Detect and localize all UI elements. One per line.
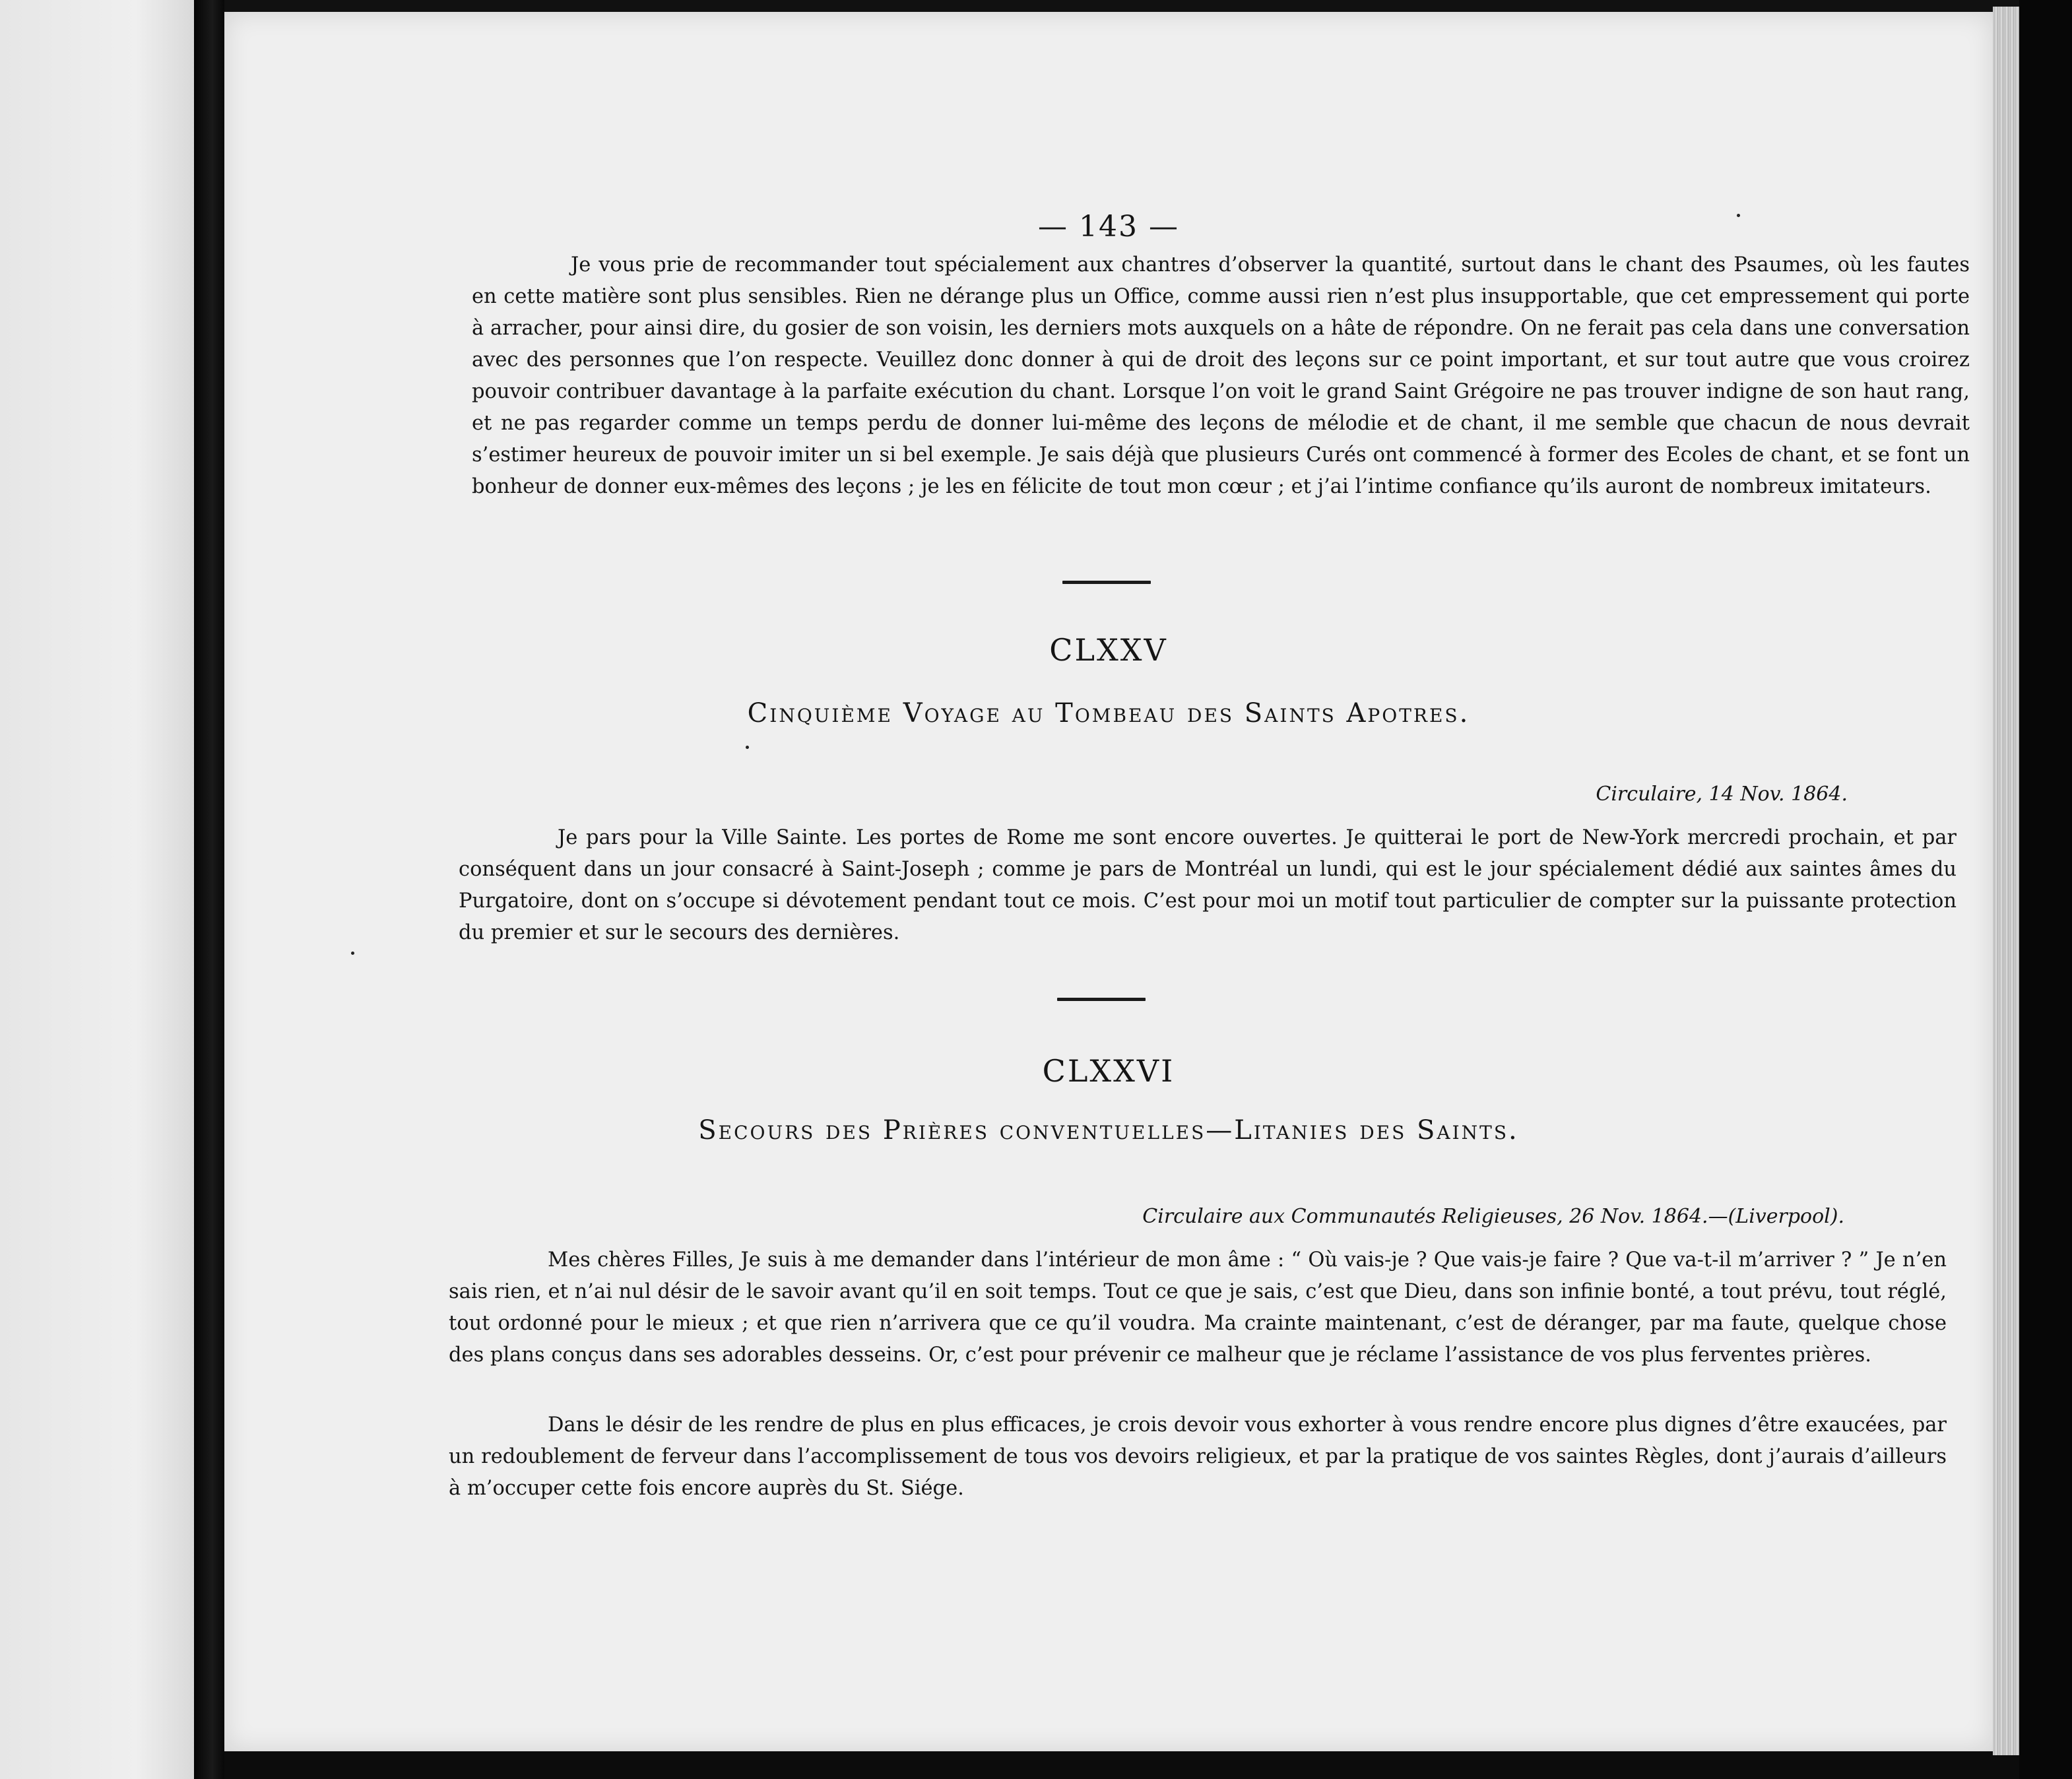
section-divider <box>1057 998 1146 1001</box>
page-number: — 143 — <box>1038 210 1179 243</box>
section-paragraph: Mes chères Filles, Je suis à me demander dans l’intérieur de mon âme : “ Où vais-je ? Que vais-je faire ? Que va-t-il m’arriver ? ” Je n’en sais rien, et n’ai nul désir de le savoir avant qu’il en soit temps. Tout ce que je sais, c’est que Dieu, dans son infinie bonté, a tout prévu, tout réglé, tout ordonné pour le mieux ; et que rien n’arrivera que ce qu’il voudra. Ma crainte maintenant, c’est de déranger, par ma faute, quelque chose des plans conçus dans ses adorables desseins. Or, c’est pour prévenir ce malheur que je réclame l’assistance de vos plus ferventes prières. <box>449 1248 1947 1367</box>
book-page <box>224 12 1993 1751</box>
section-dateline: Circulaire, 14 Nov. 1864. <box>1596 783 1848 806</box>
page-stack-edges <box>1993 7 2019 1755</box>
section-paragraph: Je pars pour la Ville Sainte. Les portes de Rome me sont encore ouvertes. Je quitterai le port de New-York mercredi prochain, et par conséquent dans un jour consacré à Saint-Joseph ; comme je pars de Montréal un lundi, qui est le jour spécialement dédié aux saintes âmes du Purgatoire, dont on s’occupe si dévotement pendant tout ce mois. C’est pour moi un motif tout particulier de compter sur la puissante protection du premier et sur le secours des dernières. <box>459 826 1957 944</box>
book-gutter <box>194 0 224 1779</box>
section-dateline: Circulaire aux Communautés Religieuses, 26 Nov. 1864.—(Liverpool). <box>1142 1205 1844 1228</box>
ink-speck <box>746 746 749 749</box>
section-numeral: CLXXV <box>1049 632 1168 668</box>
section-title: Cinquième Voyage au Tombeau des Saints Apotres. <box>747 698 1470 728</box>
section-title: Secours des Prières conventuelles—Litanies des Saints. <box>698 1115 1519 1146</box>
section-numeral: CLXXVI <box>1042 1053 1175 1089</box>
section-divider <box>1062 581 1151 584</box>
scan-border-right <box>2019 0 2072 1779</box>
opening-paragraph: Je vous prie de recommander tout spécialement aux chantres d’observer la quantité, surtout dans le chant des Psaumes, où les fautes en cette matière sont plus sensibles. Rien ne dérange plus un Office, comme aussi rien n’est plus insupportable, que cet empressement qui porte à arracher, pour ainsi dire, du gosier de son voisin, les derniers mots auxquels on a hâte de répondre. On ne ferait pas cela dans une conversation avec des personnes que l’on respecte. Veuillez donc donner à qui de droit des leçons sur ce point important, et sur tout autre que vous croirez pouvoir contribuer davantage à la parfaite exécution du chant. Lorsque l’on voit le grand Saint Grégoire ne pas trouver indigne de son haut rang, et ne pas regarder comme un temps perdu de donner lui-même des leçons de mélodie et de chant, il me semble que chacun de nous devrait s’estimer heureux de pouvoir imiter un si bel exemple. Je sais déjà que plusieurs Curés ont commencé à former des Ecoles de chant, et se font un bonheur de donner eux-mêmes des leçons ; je les en félicite de tout mon cœur ; et j’ai l’intime confiance qu’ils auront de nombreux imitateurs. <box>472 253 1970 498</box>
ink-speck <box>1737 214 1740 217</box>
scan-border-top <box>224 0 2019 12</box>
ink-speck <box>351 952 354 955</box>
previous-page-edge <box>0 0 194 1779</box>
section-paragraph: Dans le désir de les rendre de plus en plus efficaces, je crois devoir vous exhorter à vous rendre encore plus dignes d’être exaucées, par un redoublement de ferveur dans l’accomplissement de tous vos devoirs religieux, et par la pratique de vos saintes Règles, dont j’aurais d’ailleurs à m’occuper cette fois encore auprès du St. Siége. <box>449 1413 1947 1500</box>
